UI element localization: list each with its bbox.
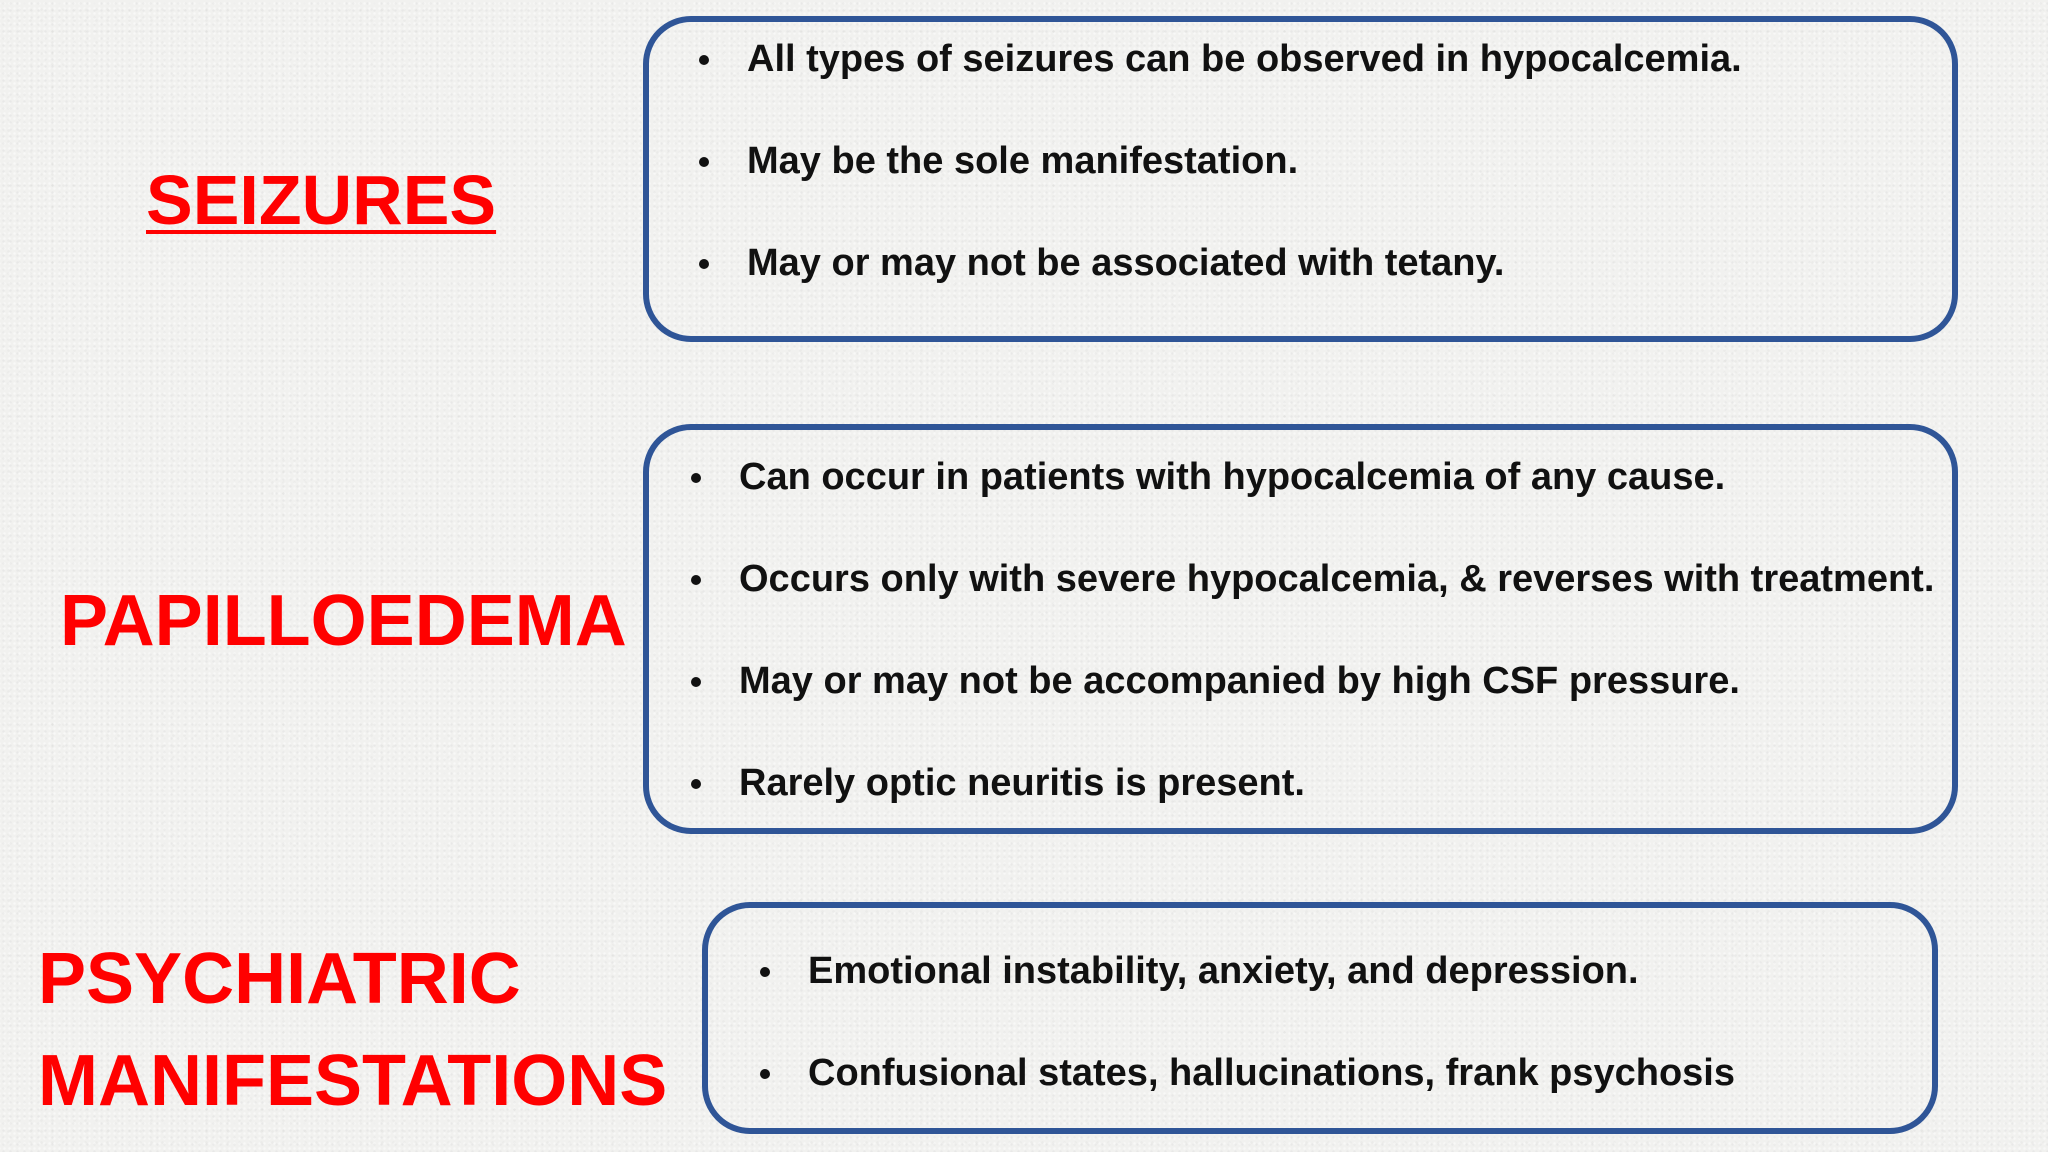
list-item: May or may not be associated with tetany. — [699, 242, 1504, 285]
list-item: Can occur in patients with hypocalcemia of any cause. — [691, 456, 1725, 499]
bullet-icon — [760, 1069, 770, 1079]
papilloedema-heading: PAPILLOEDEMA — [60, 581, 627, 661]
bullet-icon — [699, 157, 709, 167]
bullet-icon — [691, 677, 701, 687]
seizures-heading: SEIZURES — [146, 161, 497, 239]
bullet-icon — [699, 55, 709, 65]
bullet-icon — [691, 575, 701, 585]
list-item: Emotional instability, anxiety, and depression. — [760, 950, 1639, 993]
psychiatric-heading-line1: PSYCHIATRIC — [38, 939, 521, 1019]
papilloedema-box — [643, 424, 1958, 834]
list-item: Confusional states, hallucinations, frank psychosis — [760, 1052, 1735, 1095]
psychiatric-box — [702, 902, 1938, 1134]
list-item: Rarely optic neuritis is present. — [691, 762, 1305, 805]
bullet-icon — [691, 473, 701, 483]
list-item: May be the sole manifestation. — [699, 140, 1298, 183]
bullet-icon — [760, 967, 770, 977]
seizures-box — [643, 16, 1958, 342]
list-item: Occurs only with severe hypocalcemia, & reverses with treatment. — [691, 558, 1934, 601]
psychiatric-heading-line2: MANIFESTATIONS — [38, 1041, 668, 1121]
bullet-icon — [691, 779, 701, 789]
bullet-icon — [699, 259, 709, 269]
list-item: All types of seizures can be observed in hypocalcemia. — [699, 38, 1742, 81]
list-item: May or may not be accompanied by high CSF pressure. — [691, 660, 1740, 703]
